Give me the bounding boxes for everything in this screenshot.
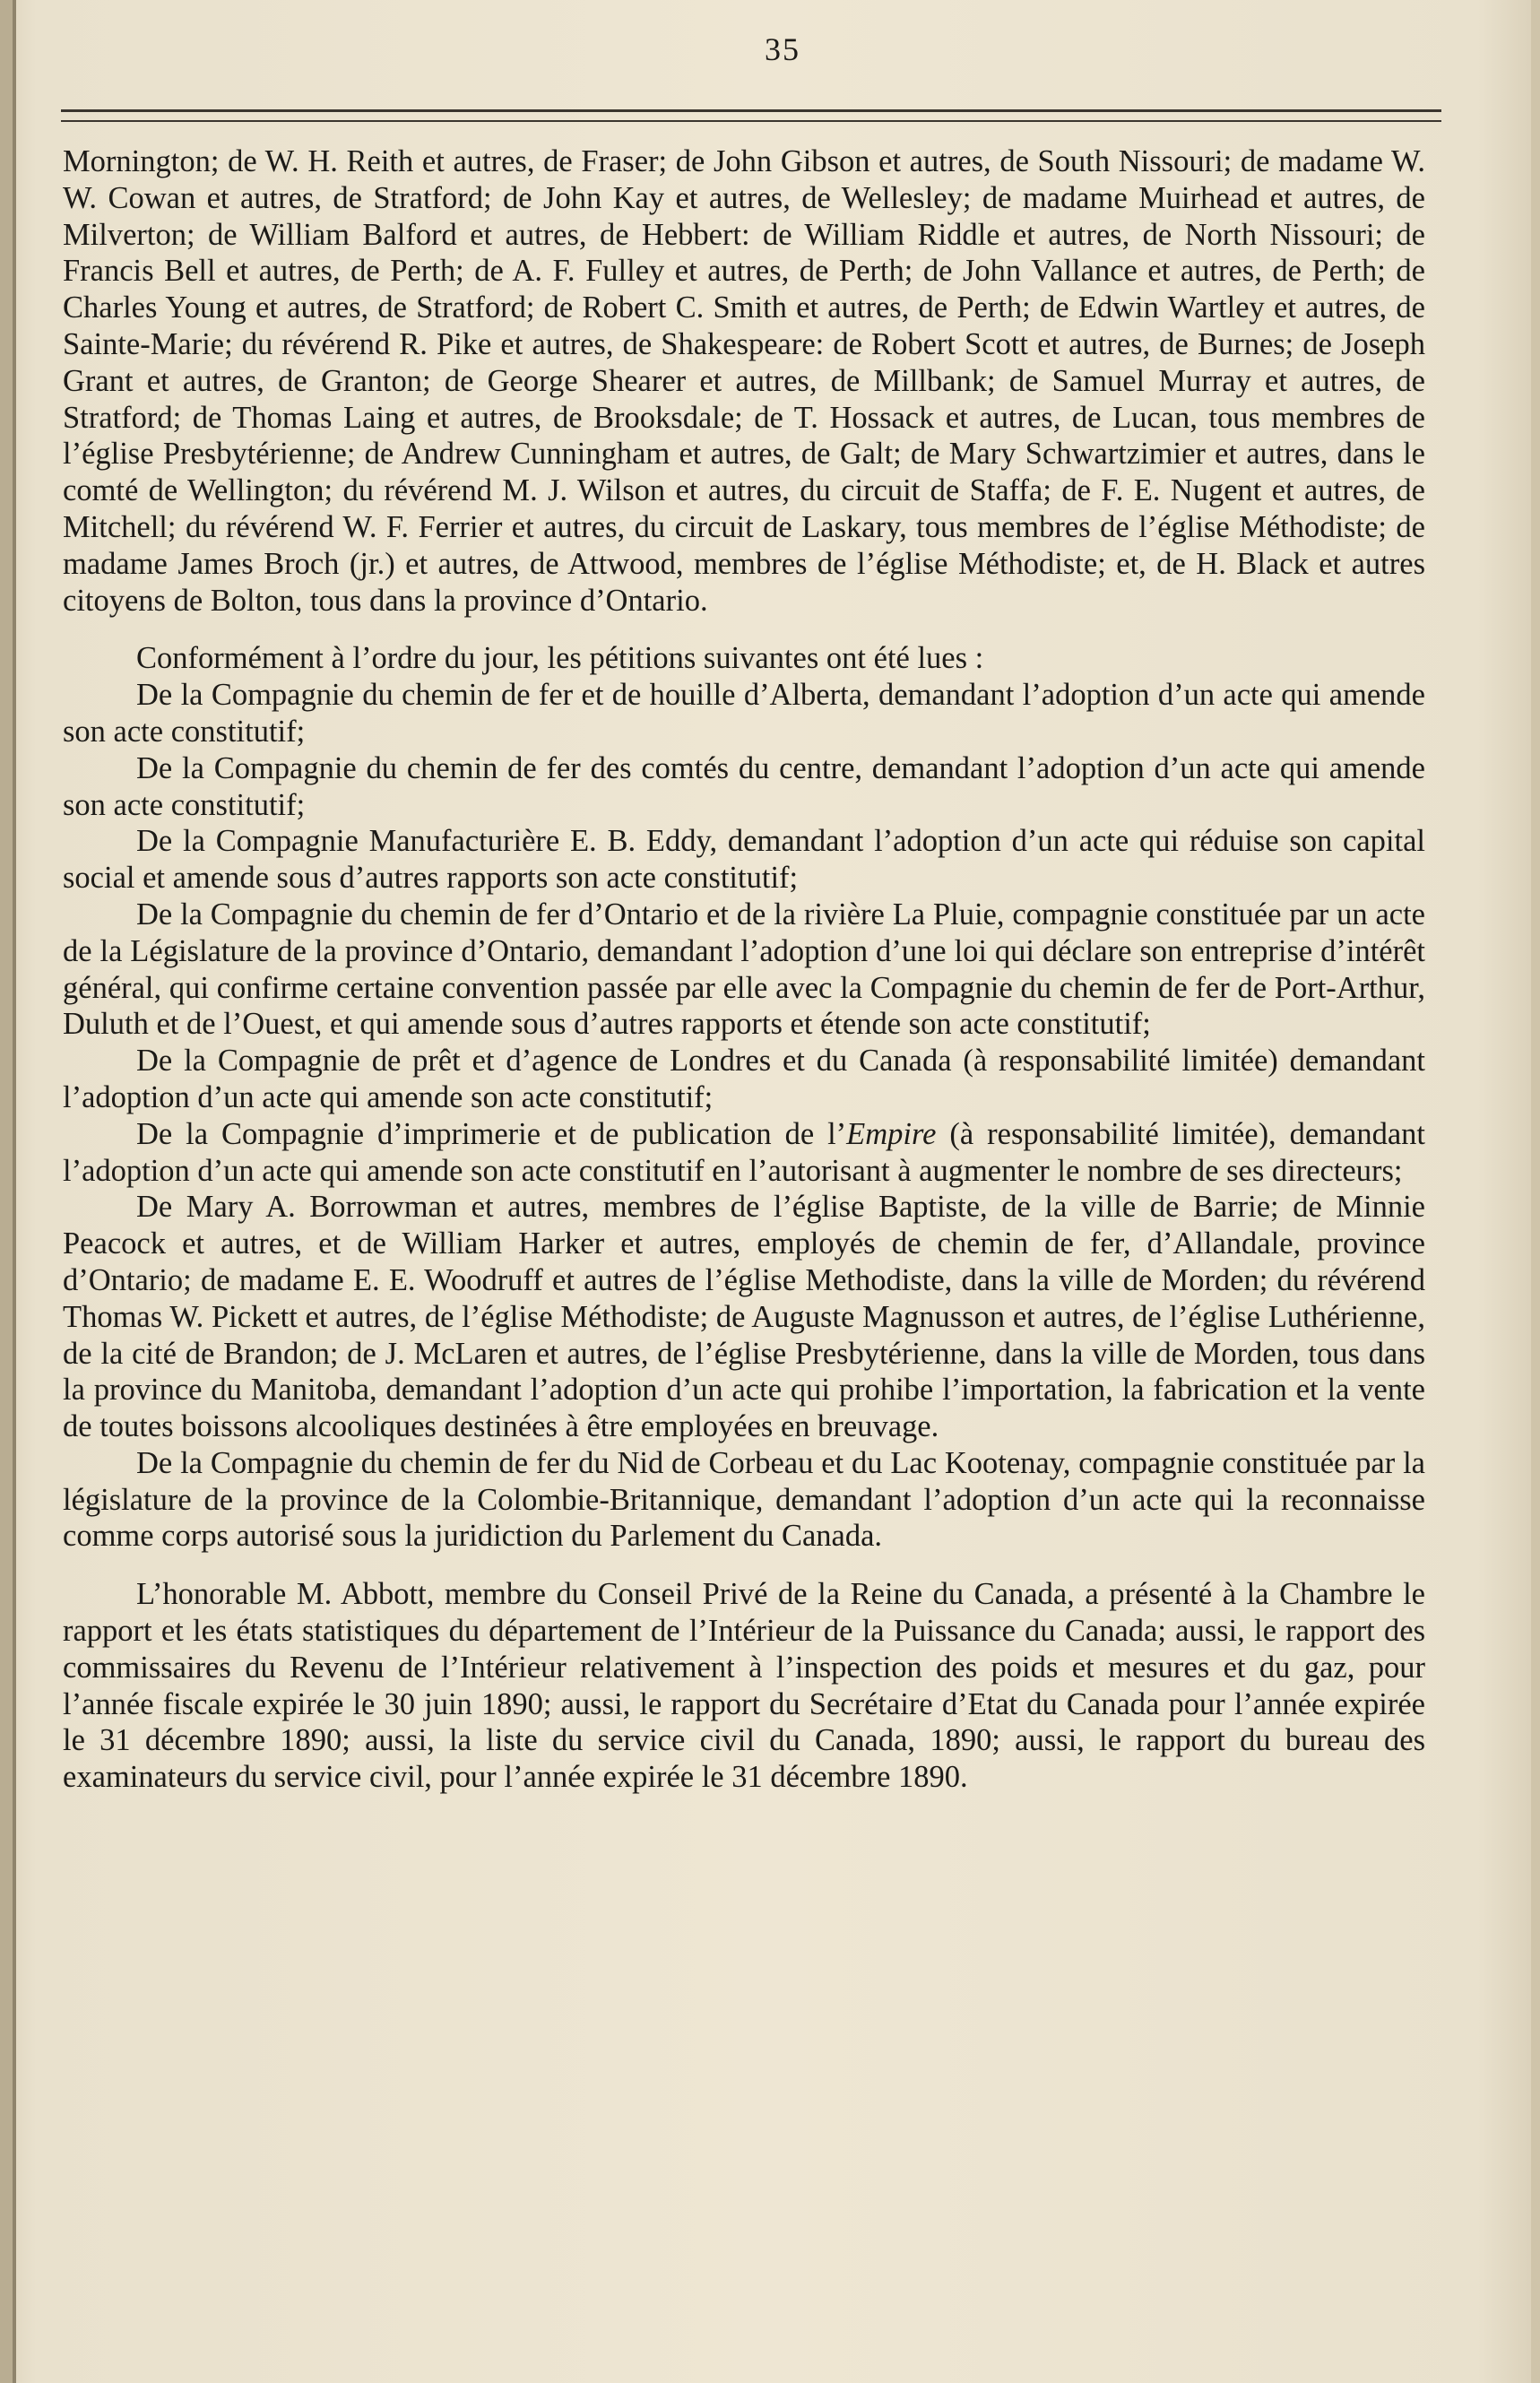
petition-london-canada-loan: De la Compagnie de prêt et d’agence de Londres et du Canada (à responsabilité limitée) demandant l’adoption d’un acte qui amende son acte constitutif; [63, 1044, 1425, 1114]
petition-manitoba-temperance: De Mary A. Borrowman et autres, membres de l’église Baptiste, de la ville de Barrie; de Minnie Peacock et autres, et de William Harker et autres, employés de chemin de fer, d’Allandale, province d’Ontario; de madame E. E. Woodruff et autres de l’église Methodiste, dans la ville de Morden; du révérend Thomas W. Pickett et autres, de l’église Méthodiste; de Auguste Magnusson et autres, de l’église Luthérienne, de la cité de Brandon; de J. McLaren et autres, de l’église Presbytérienne, dans la ville de Morden, tous dans la province du Manitoba, demandant l’adoption d’un acte qui prohibe l’importation, la fabrication et la vente de toutes boissons alcooliques destinées à être employées en breuvage. [63, 1190, 1425, 1444]
petition-eddy-company: De la Compagnie Manufacturière E. B. Eddy, demandant l’adoption d’un acte qui réduise son capital social et amende sous d’autres rapports son acte constitutif; [63, 824, 1425, 896]
header-rule-bottom [61, 120, 1441, 122]
header-rule-top [61, 109, 1441, 112]
petition-list-continued: Mornington; de W. H. Reith et autres, de Fraser; de John Gibson et autres, de South Nissouri; de madame W. W. Cowan et autres, de Stratford; de John Kay et autres, de Wellesley; de madame Muirhead et autres, de Milverton; de William Balford et autres, de Hebbert: de William Riddle et autres, de North Nissouri; de Francis Bell et autres, de Perth; de A. F. Fulley et autres, de Perth; de John Vallance et autres, de Perth; de Charles Young et autres, de Stratford; de Robert C. Smith et autres, de Perth; de Edwin Wartley et autres, de Sainte-Marie; du révérend R. Pike et autres, de Shakespeare: de Robert Scott et autres, de Burnes; de Joseph Grant et autres, de Granton; de George Shearer et autres, de Millbank; de Samuel Murray et autres, de Stratford; de Thomas Laing et autres, de Brooksdale; de T. Hossack et autres, de Lucan, tous membres de l’église Presbytérienne; de Andrew Cunningham et autres, de Galt; de Mary Schwartzimier et autres, dans le comté de Wellington; du révérend M. J. Wilson et autres, du circuit de Staffa; de F. E. Nugent et autres, de Mitchell; du révérend W. F. Ferrier et autres, du circuit de Laskary, tous membres de l’église Méthodiste; de madame James Broch (jr.) et autres, de Attwood, membres de l’église Méthodiste; et, de H. Black et autres citoyens de Bolton, tous dans la province d’Ontario. [63, 144, 1425, 618]
binding-shadow [13, 0, 16, 2383]
petition-ontario-rainy-river-railway: De la Compagnie du chemin de fer d’Ontario et de la rivière La Pluie, compagnie constituée par un acte de la Législature de la province d’Ontario, demandant l’adoption d’une loi qui déclare son entreprise d’intérêt général, qui confirme certaine convention passée par elle avec la Compagnie du chemin de fer de Port-Arthur, Duluth et de l’Ouest, et qui amende sous d’autres rapports et étende son acte constitutif; [63, 897, 1425, 1042]
italic-text: Empire [846, 1116, 937, 1151]
petition-alberta-railway: De la Compagnie du chemin de fer et de houille d’Alberta, demandant l’adoption d’un acte qui amende son acte constitutif; [63, 678, 1425, 749]
page-number: 35 [765, 31, 800, 67]
text-run: (à responsabilité limitée), demandant l’adoption d’un acte qui amende son acte constitutif en l’autorisant à augmenter le nombre de ses directeurs; [63, 1116, 1425, 1188]
body-text [63, 143, 1425, 1796]
petition-central-counties-railway: De la Compagnie du chemin de fer des comtés du centre, demandant l’adoption d’un acte qui amende son acte constitutif; [63, 750, 1425, 822]
page-edge [1531, 0, 1540, 2383]
binding-edge [0, 0, 13, 2383]
text-run: De la Compagnie d’imprimerie et de publication de l’ [136, 1116, 847, 1151]
petition-empire-printing [63, 1116, 1425, 1190]
order-of-day-intro: Conformément à l’ordre du jour, les pétitions suivantes ont été lues : [136, 641, 984, 676]
petition-crows-nest-railway: De la Compagnie du chemin de fer du Nid de Corbeau et du Lac Kootenay, compagnie constituée par la législature de la province de la Colombie-Britannique, demandant l’adoption d’un acte qui la reconnaisse comme corps autorisé sous la juridiction du Parlement du Canada. [63, 1445, 1425, 1554]
abbott-reports-paragraph: L’honorable M. Abbott, membre du Conseil Privé de la Reine du Canada, a présenté à la Chambre le rapport et les états statistiques du département de l’Intérieur de la Puissance du Canada; aussi, le rapport des commissaires du Revenu de l’Intérieur relativement à l’inspection des poids et mesures et du gaz, pour l’année fiscale expirée le 30 juin 1890; aussi, le rapport du Secrétaire d’Etat du Canada pour l’année expirée le 31 décembre 1890; aussi, la liste du service civil du Canada, 1890; aussi, le rapport du bureau des examinateurs du service civil, pour l’année expirée le 31 décembre 1890. [63, 1577, 1425, 1795]
